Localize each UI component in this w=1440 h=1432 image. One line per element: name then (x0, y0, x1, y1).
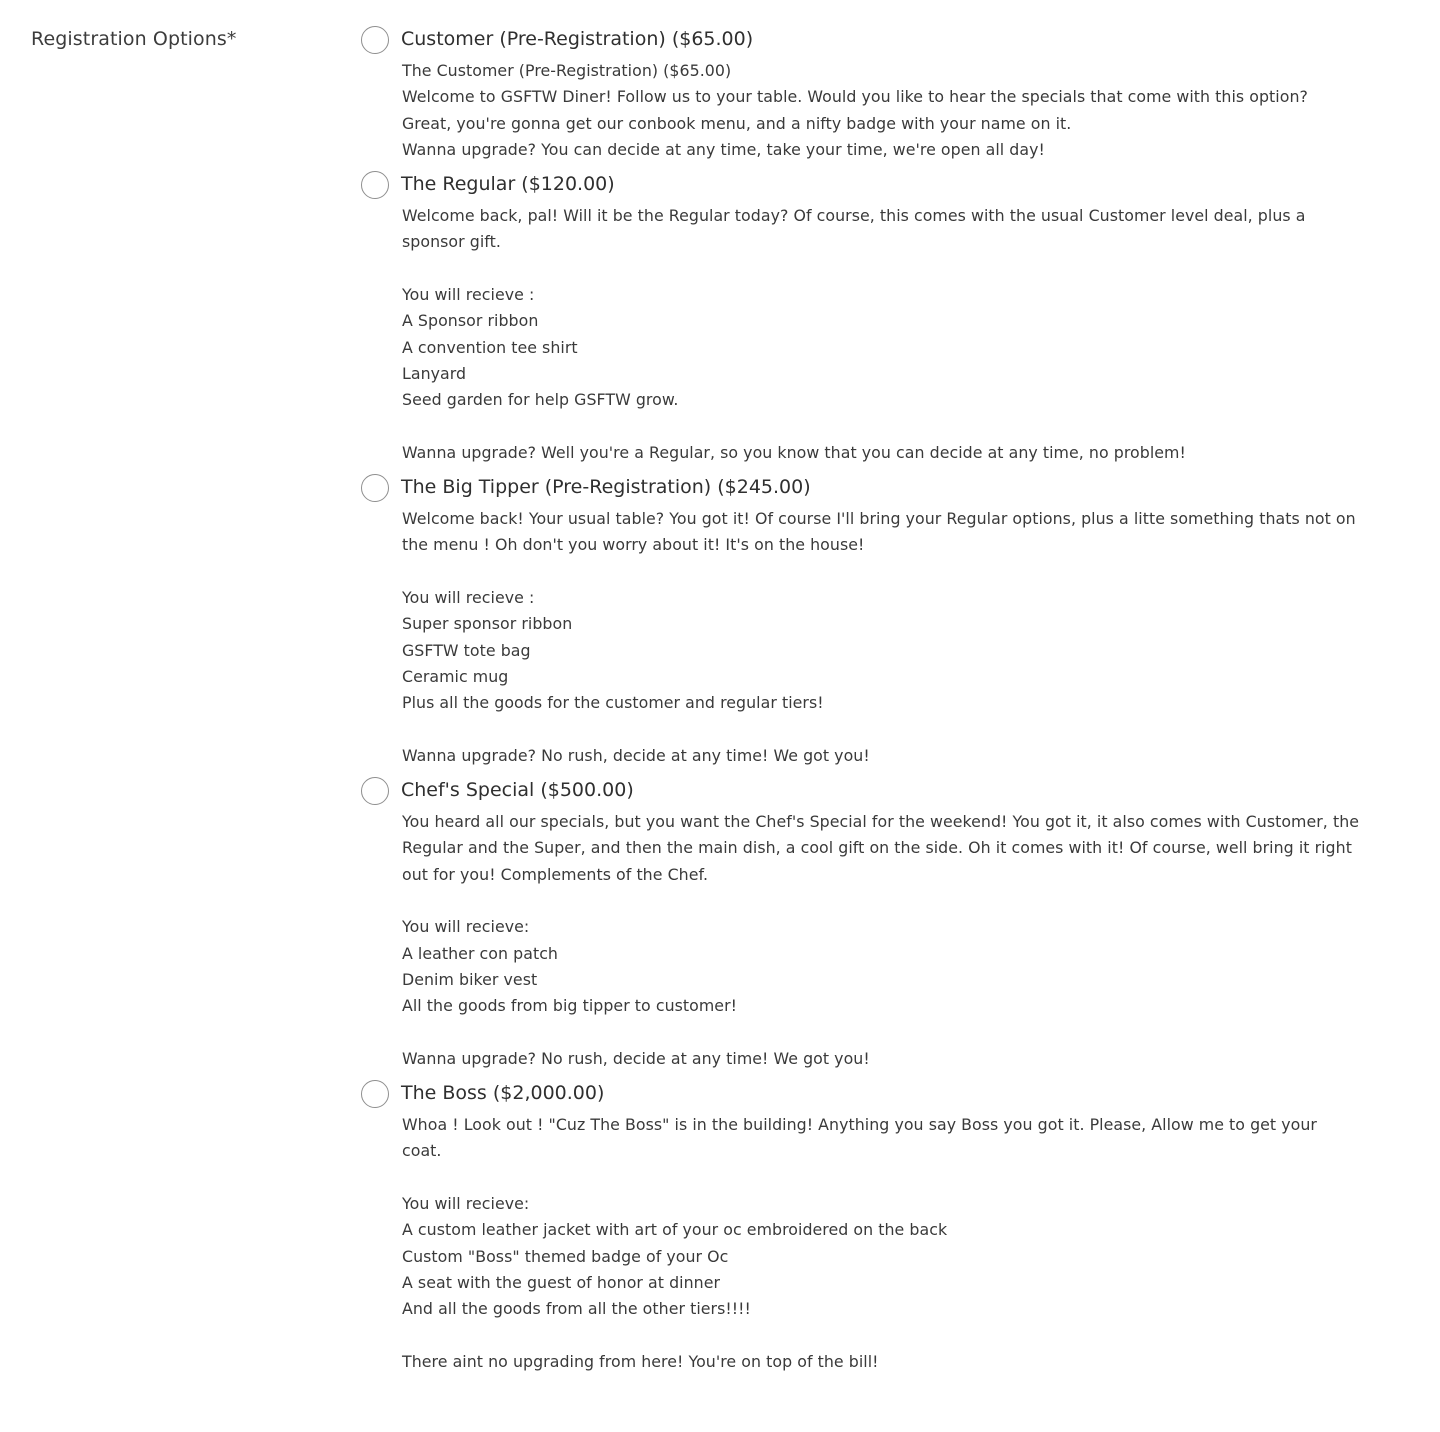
option-chefs-special (360, 775, 1360, 1072)
option-boss (360, 1078, 1360, 1375)
option-description: Welcome back! Your usual table? You got it! Of course I'll bring your Regular options, plus a litte something thats not on the menu ! Oh don't you worry about it! It's on the house! You will recieve : Super sponsor ribbon GSFTW tote bag Ceramic mug Plus all the goods for the customer and regular tiers! Wanna upgrade? No rush, decide at any time! We got you! (402, 509, 1356, 765)
option-title[interactable]: Customer (Pre-Registration) ($65.00) (401, 28, 754, 50)
option-title[interactable]: The Boss ($2,000.00) (401, 1082, 605, 1105)
option-big-tipper (360, 472, 1360, 769)
option-description: Welcome back, pal! Will it be the Regular today? Of course, this comes with the usual Customer level deal, plus a sponsor gift. You will recieve : A Sponsor ribbon A convention tee shirt Lanyard Seed garden for help GSFTW grow. Wanna upgrade? Well you're a Regular, so you know that you can decide at any time, no problem! (402, 206, 1306, 462)
option-description: You heard all our specials, but you want the Chef's Special for the weekend! You got it, it also comes with Customer, the Regular and the Super, and then the main dish, a cool gift on the side. Oh it comes with it! Of course, well bring it right out for you! Complements of the Chef. You will recieve: A leather con patch Denim biker vest All the goods from big tipper to customer! Wanna upgrade? No rush, decide at any time! We got you! (402, 812, 1360, 1068)
option-regular (360, 169, 1360, 466)
option-title[interactable]: The Big Tipper (Pre-Registration) ($245.00) (401, 476, 811, 499)
radio-button-boss[interactable] (361, 1080, 389, 1108)
radio-button-customer[interactable] (361, 26, 389, 54)
option-description: Whoa ! Look out ! "Cuz The Boss" is in the building! Anything you say Boss you got it. Please, Allow me to get your coat. You will recieve: A custom leather jacket with art of your oc embroidered on the back Custom "Boss" themed badge of your Oc A seat with the guest of honor at dinner And all the goods from all the other tiers!!!! There aint no upgrading from here! You're on top of the bill! (402, 1115, 1317, 1371)
option-title[interactable]: Chef's Special ($500.00) (401, 779, 634, 802)
option-customer (360, 24, 1360, 163)
radio-group (360, 24, 1360, 1381)
radio-button-regular[interactable] (361, 171, 389, 199)
field-label: Registration Options* (31, 28, 237, 50)
option-title[interactable]: The Regular ($120.00) (401, 173, 615, 196)
radio-button-big-tipper[interactable] (361, 474, 389, 502)
option-description: The Customer (Pre-Registration) ($65.00) Welcome to GSFTW Diner! Follow us to your table. Would you like to hear the specials that come with this option? Great, you're gonna get our conbook menu, and a nifty badge with your name on it. Wanna upgrade? You can decide at any time, take your time, we're open all day! (402, 61, 1308, 159)
radio-button-chefs-special[interactable] (361, 777, 389, 805)
